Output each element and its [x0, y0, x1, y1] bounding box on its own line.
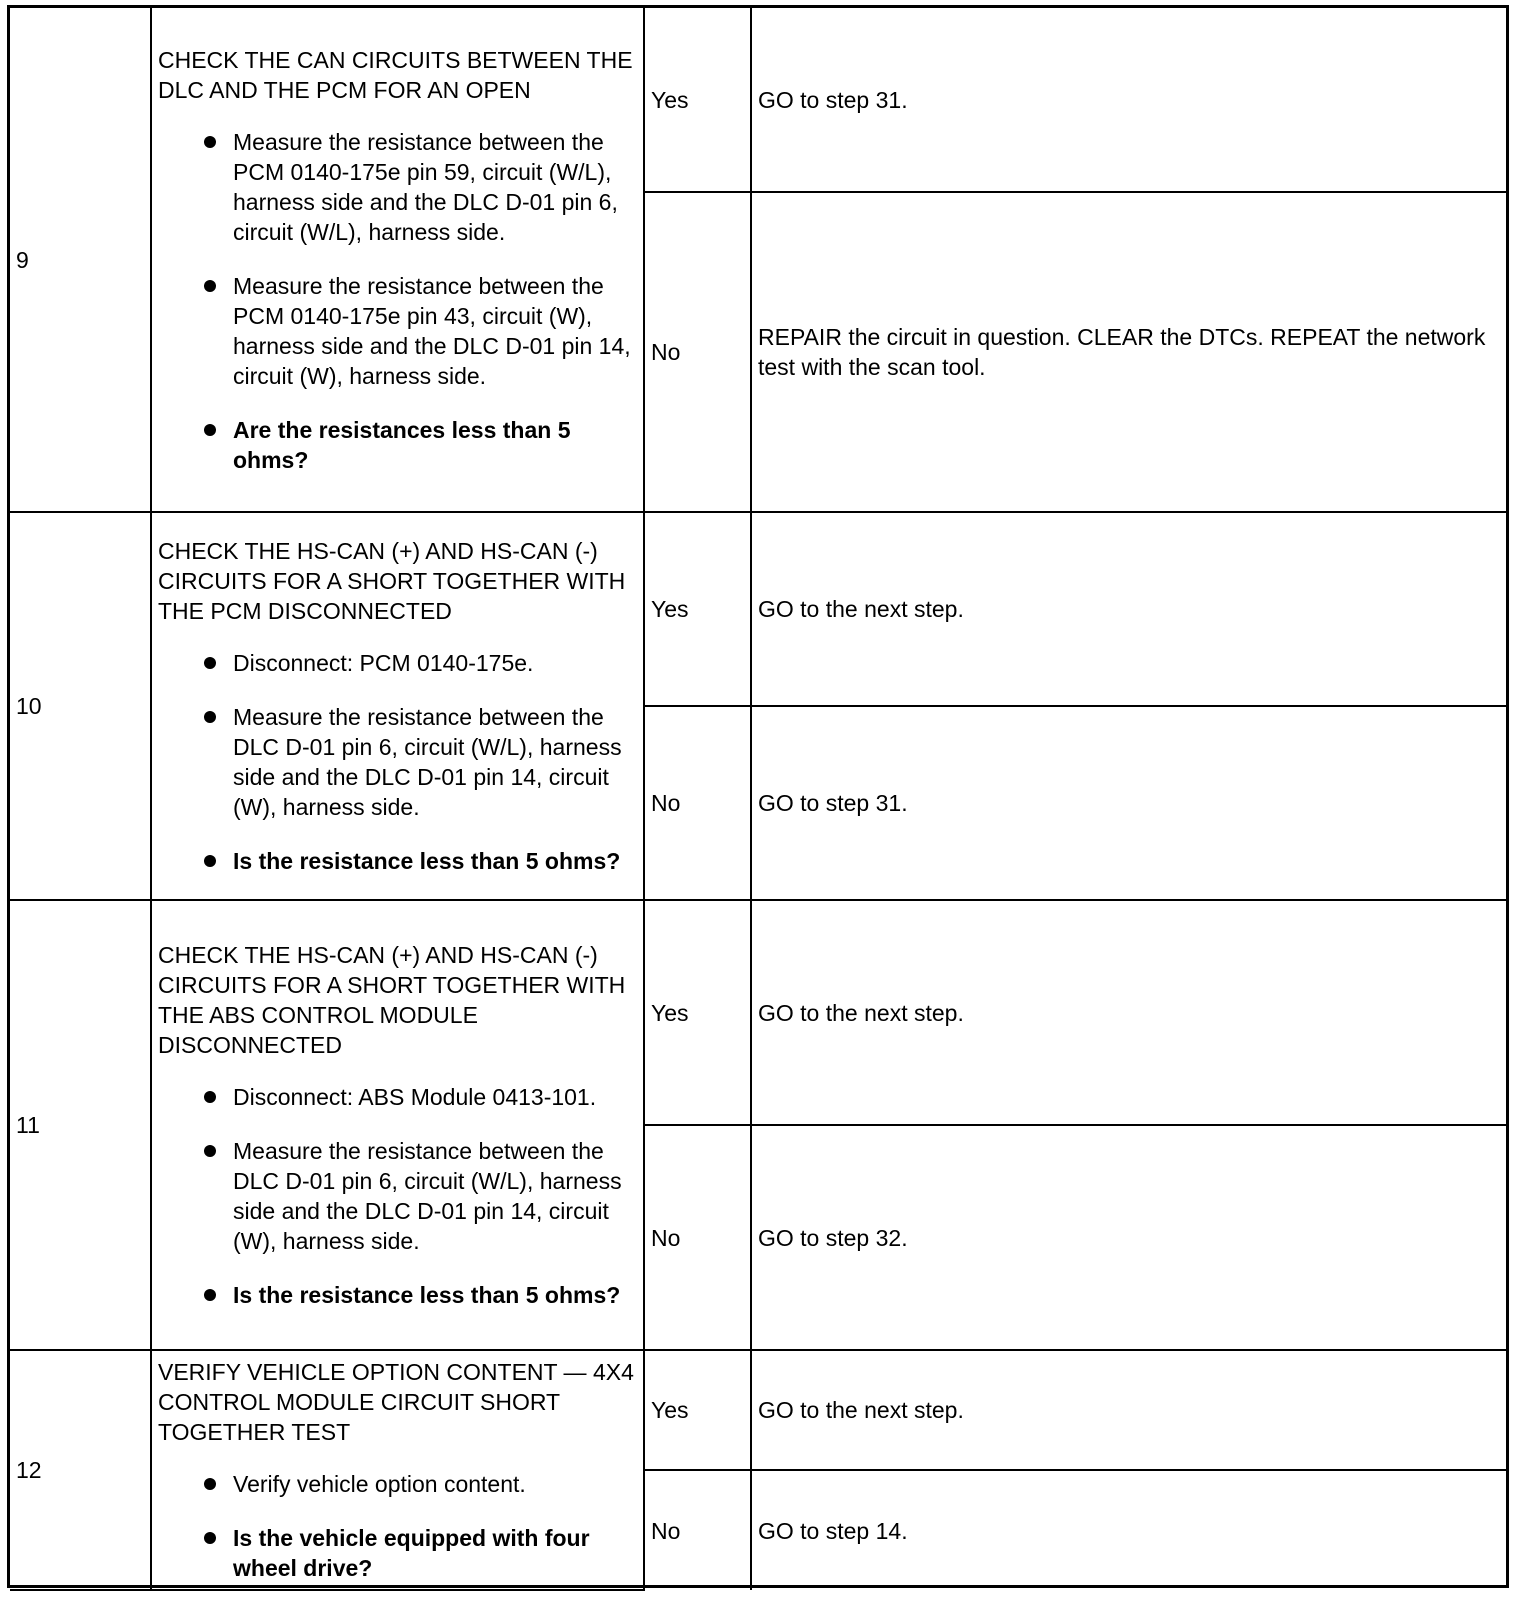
test-bullets — [158, 127, 637, 475]
no-label: No — [644, 192, 751, 512]
yes-action: GO to the next step. — [751, 512, 1506, 706]
no-label: No — [644, 1125, 751, 1350]
diagnostic-steps-document — [7, 5, 1509, 1588]
test-title: CHECK THE HS-CAN (+) AND HS-CAN (-) CIRCUITS FOR A SHORT TOGETHER WITH THE ABS CONTROL MODULE DISCONNECTED — [158, 942, 626, 1058]
bullet-item: Disconnect: PCM 0140-175e. — [158, 648, 637, 678]
test-bullets — [158, 1082, 637, 1310]
test-question: Is the vehicle equipped with four wheel drive? — [158, 1523, 637, 1583]
diagnostic-steps-table — [10, 8, 1506, 1591]
bullet-item: Measure the resistance between the DLC D-01 pin 6, circuit (W/L), harness side and the DLC D-01 pin 14, circuit (W), harness side. — [158, 1136, 637, 1256]
bullet-item: Measure the resistance between the PCM 0140-175e pin 43, circuit (W), harness side and the DLC D-01 pin 14, circuit (W), harness side. — [158, 271, 637, 391]
no-action: GO to step 31. — [751, 706, 1506, 900]
no-action: GO to step 32. — [751, 1125, 1506, 1350]
bullet-item: Verify vehicle option content. — [158, 1469, 637, 1499]
step-number: 12 — [10, 1350, 151, 1590]
step-number: 11 — [10, 900, 151, 1350]
no-label: No — [644, 1470, 751, 1590]
yes-label: Yes — [644, 512, 751, 706]
yes-action: GO to the next step. — [751, 1350, 1506, 1470]
step-number: 9 — [10, 8, 151, 512]
bullet-item: Disconnect: ABS Module 0413-101. — [158, 1082, 637, 1112]
step-number: 10 — [10, 512, 151, 900]
no-action: REPAIR the circuit in question. CLEAR the DTCs. REPEAT the network test with the scan tool. — [751, 192, 1506, 512]
test-bullets — [158, 1469, 637, 1583]
test-question: Are the resistances less than 5 ohms? — [158, 415, 637, 475]
yes-label: Yes — [644, 900, 751, 1125]
table-row — [10, 1350, 1506, 1470]
test-cell — [151, 8, 644, 512]
no-action: GO to step 14. — [751, 1470, 1506, 1590]
test-question: Is the resistance less than 5 ohms? — [158, 1280, 637, 1310]
table-row — [10, 512, 1506, 706]
test-bullets — [158, 648, 637, 876]
table-row — [10, 8, 1506, 192]
test-cell — [151, 512, 644, 900]
test-title: CHECK THE HS-CAN (+) AND HS-CAN (-) CIRCUITS FOR A SHORT TOGETHER WITH THE PCM DISCONNECTED — [158, 538, 626, 624]
bullet-item: Measure the resistance between the PCM 0140-175e pin 59, circuit (W/L), harness side and the DLC D-01 pin 6, circuit (W/L), harness side. — [158, 127, 637, 247]
test-title: CHECK THE CAN CIRCUITS BETWEEN THE DLC AND THE PCM FOR AN OPEN — [158, 46, 633, 103]
test-cell — [151, 1350, 644, 1590]
yes-action: GO to the next step. — [751, 900, 1506, 1125]
test-question: Is the resistance less than 5 ohms? — [158, 846, 637, 876]
yes-label: Yes — [644, 1350, 751, 1470]
table-row — [10, 900, 1506, 1125]
yes-label: Yes — [644, 8, 751, 192]
yes-action: GO to step 31. — [751, 8, 1506, 192]
test-cell — [151, 900, 644, 1350]
test-title: VERIFY VEHICLE OPTION CONTENT — 4X4 CONTROL MODULE CIRCUIT SHORT TOGETHER TEST — [158, 1359, 634, 1445]
bullet-item: Measure the resistance between the DLC D-01 pin 6, circuit (W/L), harness side and the DLC D-01 pin 14, circuit (W), harness side. — [158, 702, 637, 822]
no-label: No — [644, 706, 751, 900]
